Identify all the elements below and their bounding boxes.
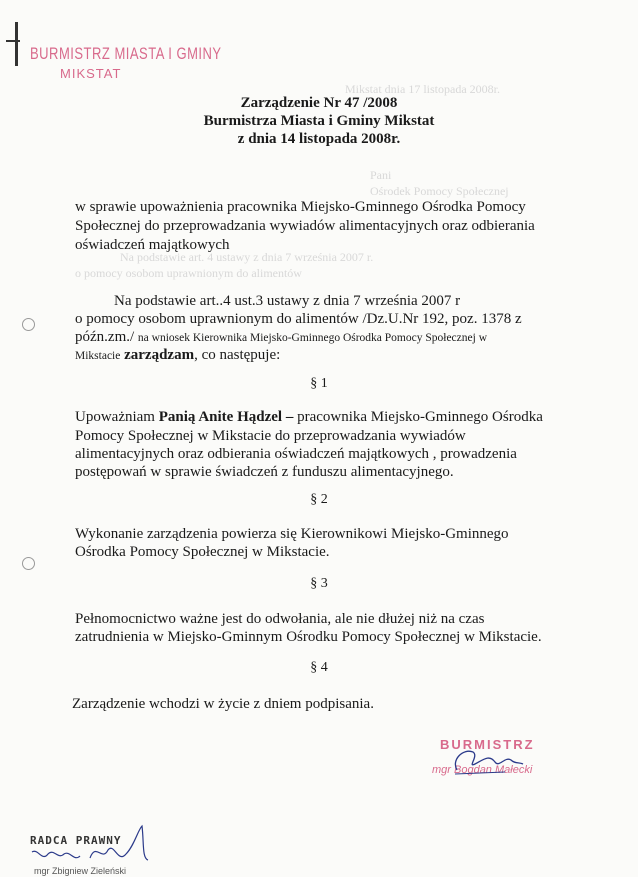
section-mark: § 3 — [310, 576, 328, 591]
section-mark: § 2 — [310, 492, 328, 507]
bleed-through-line: Pani — [370, 168, 392, 182]
staple-mark — [15, 22, 18, 66]
subject-line: oświadczeń majątkowych — [75, 237, 230, 253]
section-line: Wykonanie zarządzenia powierza się Kierownikowi Miejsko-Gminnego — [75, 526, 509, 542]
legal-basis-request: na wniosek Kierownika Miejsko-Gminnego Ośrodka Pomocy Społecznej w — [137, 332, 487, 344]
subject-line: w sprawie upoważnienia pracownika Miejsko-Gminnego Ośrodka Pomocy — [75, 199, 526, 215]
bleed-through-date: Mikstat dnia 17 listopada 2008r. — [345, 82, 500, 96]
punch-hole — [22, 557, 35, 570]
subject-line: Społecznej do przeprowadzania wywiadów alimentacyjnych oraz odbierania — [75, 218, 535, 234]
document-date: z dnia 14 listopada 2008r. — [237, 131, 401, 147]
bleed-through-line: Ośrodek Pomocy Społecznej — [370, 184, 509, 198]
legal-advisor-signature — [30, 822, 160, 872]
document-title: Zarządzenie Nr 47 /2008 — [240, 95, 398, 111]
section-text: pracownika Miejsko-Gminnego Ośrodka — [293, 409, 543, 425]
legal-basis-line — [75, 346, 555, 366]
legal-basis-line — [75, 328, 595, 348]
bleed-through-line: Na podstawie art. 4 ustawy z dnia 7 września 2007 r. — [120, 250, 374, 264]
office-stamp-line1: BURMISTRZ MIASTA I GMINY — [30, 44, 222, 63]
section-line: Pełnomocnictwo ważne jest do odwołania, ale nie dłużej niż na czas — [75, 611, 485, 627]
legal-basis-text: późn.zm./ — [75, 329, 135, 345]
section-mark: § 4 — [310, 660, 328, 675]
legal-advisor-stamp-title: RADCA PRAWNY — [30, 834, 122, 847]
staple-tick — [6, 40, 20, 42]
section-line: postępowań w sprawie świadczeń z funduszu alimentacyjnego. — [75, 464, 454, 480]
decree-verb: zarządzam — [124, 347, 195, 363]
section-line: Pomocy Społecznej w Mikstacie do przeprowadzania wywiadów — [75, 428, 466, 444]
legal-basis-line: o pomocy osobom uprawnionym do alimentów /Dz.U.Nr 192, poz. 1378 z — [75, 311, 522, 327]
section-line: zatrudnienia w Miejsko-Gminnym Ośrodku Pomocy Społecznej w Mikstacie. — [75, 629, 542, 645]
authorized-person: Panią Anite Hądzel – — [158, 409, 294, 425]
section-line: Ośrodka Pomocy Społecznej w Mikstacie. — [75, 544, 330, 560]
section-text: Upoważniam — [75, 409, 159, 425]
section-line — [75, 408, 595, 427]
signature-stamp-name: mgr Bogdan Małecki — [432, 764, 533, 776]
punch-hole — [22, 318, 35, 331]
signature-stamp-title: BURMISTRZ — [440, 737, 535, 752]
section-line: alimentacyjnych oraz odbierania oświadczeń majątkowych , prowadzenia — [75, 446, 517, 462]
legal-basis-place: Mikstacie — [75, 350, 121, 362]
legal-basis-line: Na podstawie art..4 ust.3 ustawy z dnia 7 września 2007 r — [114, 293, 461, 309]
office-stamp-line2: MIKSTAT — [60, 66, 122, 81]
section-mark: § 1 — [310, 376, 328, 391]
legal-advisor-stamp-name: mgr Zbigniew Zieleński — [34, 866, 127, 876]
legal-basis-tail: , co następuje: — [194, 347, 281, 363]
section-line: Zarządzenie wchodzi w życie z dniem podpisania. — [72, 696, 374, 712]
bleed-through-line: o pomocy osobom uprawnionym do alimentów — [75, 266, 302, 280]
document-issuer: Burmistrza Miasta i Gminy Mikstat — [203, 113, 435, 129]
handwritten-signature — [445, 740, 525, 780]
